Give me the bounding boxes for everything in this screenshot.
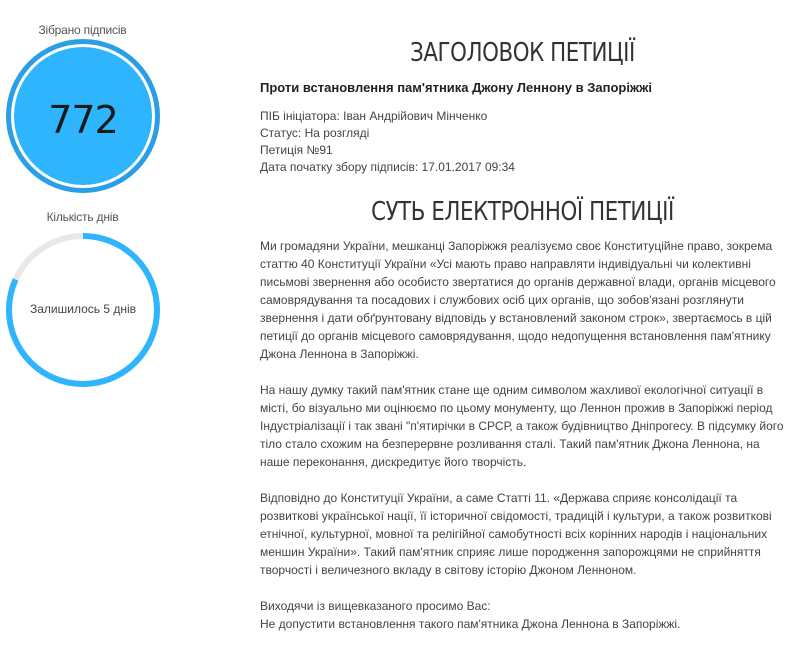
petition-paragraph: На нашу думку такий пам'ятник стане ще одним символом жахливої екологічної ситуації в місті, бо візуально ми оцінюємо по цьому монументу, що Леннон прожив в Запоріжжі період Індустріалізації і так звані "п'ятирічки в СРСР, а також будівництво Дніпрогесу. В підсумку його тіло стало схожим на безперервне розливання сталі. Такий пам'ятник Джона Леннона, на наше переконання, дискредитує його творчість. xyxy=(260,383,784,469)
petition-paragraph: Виходячи із вищевказаного просимо Вас: Не допустити встановлення такого пам'ятника Джона Леннона в Запоріжжі. xyxy=(260,599,681,631)
signatures-counter-circle xyxy=(6,39,160,193)
petition-number: Петиція №91 xyxy=(260,143,333,157)
petition-paragraph: Ми громадяни України, мешканці Запоріжжя реалізуємо своє Конституційне право, зокрема статтю 40 Конституції України «Усі мають право направляти індивідуальні чи колективні письмові звернення або особисто звертатися до органів державної влади, органів місцевого самоврядування та посадових і службових осіб цих органів, що зобов'язані розглянути звернення і дати обґрунтовану відповідь у встановлений законом строк», звертаємось в цій петиції до органів місцевого самоврядування, щодо недопущення встановлення пам'ятнику Джона Леннона в Запоріжжі. xyxy=(260,239,776,361)
petition-stats-panel xyxy=(0,0,165,652)
signatures-label: Зібрано підписів xyxy=(38,23,127,37)
days-label: Кількість днів xyxy=(46,210,119,224)
days-remaining-text: Залишилось 5 днів xyxy=(29,302,137,316)
days-progress-ring xyxy=(3,230,163,390)
petition-name: Проти встановлення пам'ятника Джону Леннону в Запоріжжі xyxy=(260,80,652,95)
signatures-count: 772 xyxy=(48,98,118,142)
petition-essence-title: СУТЬ ЕЛЕКТРОННОЇ ПЕТИЦІЇ xyxy=(371,197,674,227)
petition-start-date: Дата початку збору підписів: 17.01.2017 09:34 xyxy=(260,160,515,174)
petition-body xyxy=(260,237,785,651)
petition-meta xyxy=(260,108,515,176)
petition-status: Статус: На розгляді xyxy=(260,126,370,140)
petition-initiator: ПІБ ініціатора: Іван Андрійович Мінченко xyxy=(260,109,488,123)
petition-heading-title: ЗАГОЛОВОК ПЕТИЦІЇ xyxy=(410,38,635,68)
petition-paragraph: Відповідно до Конституції України, а саме Статті 11. «Держава сприяє консолідації та розвиткові української нації, її історичної свідомості, традицій і культури, а також розвиткові етнічної, культурної, мовної та релігійної самобутності всіх корінних народів і національних меншин України». Такий пам'ятник сприяє лише породження запорожцями не сприйняття творчості і величезного вкладу в світову історію Джоном Ленноном. xyxy=(260,491,772,577)
